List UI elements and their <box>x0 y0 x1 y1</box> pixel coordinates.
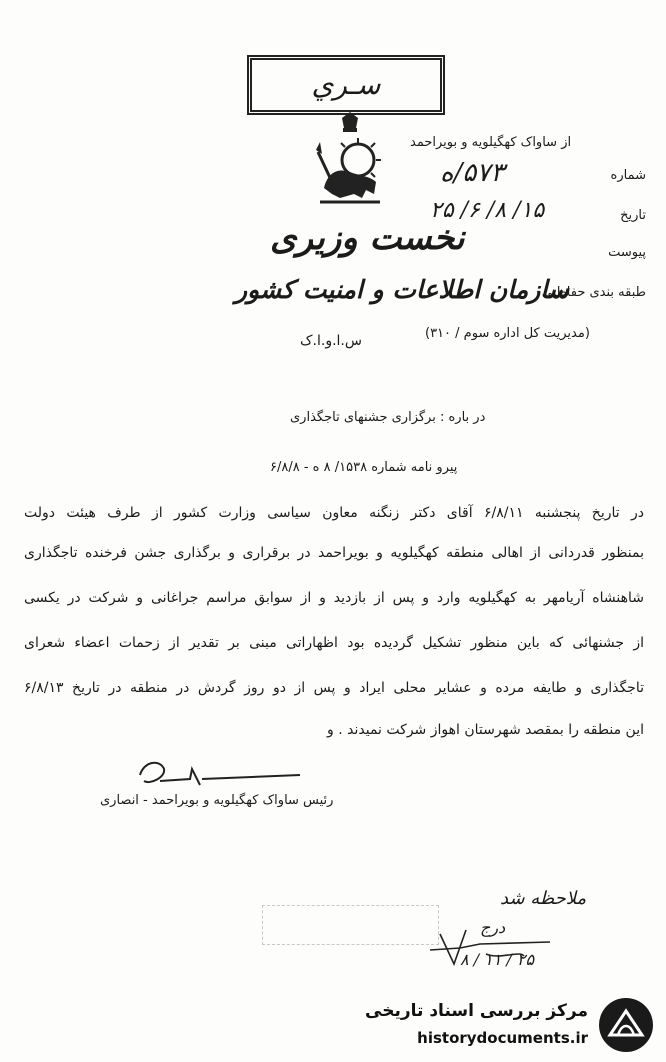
number-label: شماره <box>610 168 646 183</box>
agency-code: س.ا.و.ا.ک <box>300 333 362 349</box>
classification-stamp <box>250 58 442 112</box>
watermark-persian: مرکز بررسی اسناد تاریخی <box>365 1001 588 1021</box>
classification-label: طبقه بندی حفاظتی <box>541 285 646 300</box>
handwritten-date: ۲۵ / ۱۱ / ۸ <box>460 950 535 969</box>
handwritten-note: درج <box>480 918 506 937</box>
body-line: شاهنشاه آریامهر به کهگیلویه وارد و پس از بازدید و از سوابق مراسم جراغانی و شرکت در یکسی <box>24 590 644 606</box>
stamp-text: سـري <box>311 68 381 101</box>
subject-line: در باره : برگزاری جشنهای تاجگذاری <box>290 410 486 425</box>
faint-stamp-box <box>262 905 439 945</box>
recipient-line: (مدیریت کل اداره سوم / ۳۱۰) <box>425 326 590 341</box>
body-line: تاجگذاری و طایفه مرده و عشایر محلی ایراد و پس از دو روز گردش در منطقه در تاریخ ۶/۸/۱۳ <box>24 680 644 696</box>
watermark <box>365 995 660 1057</box>
number-value: ۵۷۳/ه <box>440 158 505 188</box>
signer-line: رئیس ساواک کهگیلویه و بویراحمد - انصاری <box>100 793 334 808</box>
watermark-url[interactable]: historydocuments.ir <box>417 1029 588 1047</box>
body-line: در تاریخ پنجشنبه ۶/۸/۱۱ آقای دکتر زنگنه معاون سیاسی وزارت کشور از طرف هیئت دولت <box>24 505 644 521</box>
attachment-label: پیوست <box>608 245 646 260</box>
header-from: از ساواک کهگیلویه و بویراحمد <box>410 135 572 150</box>
agency-title: سازمان اطلاعات و امنیت کشور <box>235 275 569 304</box>
archive-logo-icon <box>598 997 654 1053</box>
body-line: از جشنهائی که باین منظور تشکیل گردیده بود اظهاراتی مبنی بر تقدیر از زحمات اعضاء شعرای <box>24 635 644 651</box>
date-value: ۱۵/ ۸/ ۶/ ۲۵ <box>430 198 545 223</box>
followup-line: پیرو نامه شماره ۱۵۳۸/ ۸ ه - ۶/۸/۸ <box>270 460 458 475</box>
date-label: تاریخ <box>620 208 646 223</box>
body-line: این منطقه را بمقصد شهرستان اهواز شرکت نمیدند . و <box>327 722 644 738</box>
ministry-title: نخست وزیری <box>270 218 465 258</box>
body-line: بمنظور قدردانی از اهالی منطقه کهگیلویه و بویراحمد در برقراری و برگذاری جشن فرخنده تاجگذاری <box>24 545 644 561</box>
handwritten-note: ملاحظه شد <box>500 888 587 909</box>
lion-and-sun-emblem-icon <box>310 110 390 215</box>
